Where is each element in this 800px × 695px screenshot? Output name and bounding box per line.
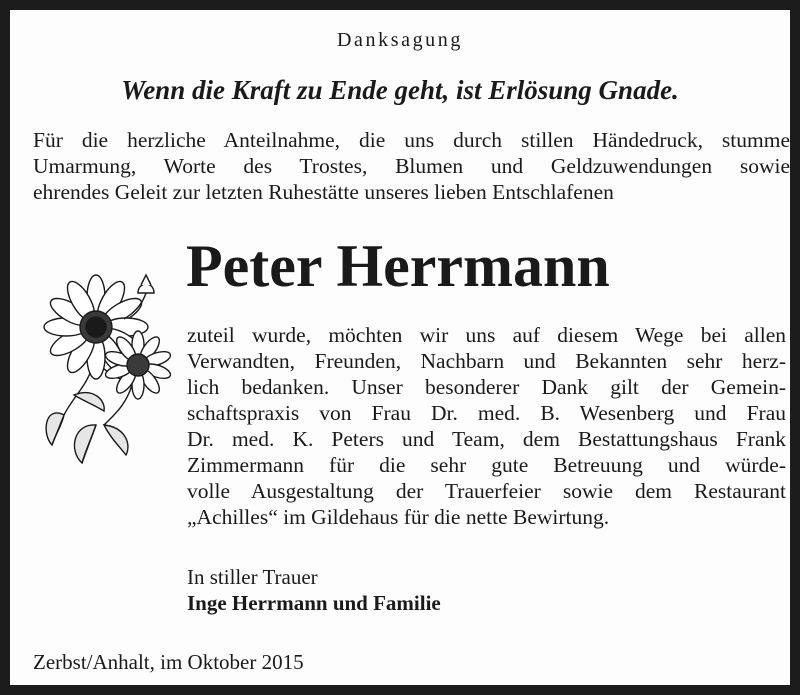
- signature-mourning: In stiller Trauer: [187, 565, 318, 589]
- body-line: „Achilles“ im Gildehaus für die nette Bewirtung.: [187, 505, 610, 529]
- notice-heading: Danksagung: [337, 29, 463, 51]
- notice-motto: Wenn die Kraft zu Ende geht, ist Erlösung Gnade.: [121, 75, 679, 105]
- intro-paragraph: [33, 127, 790, 205]
- intro-line: ehrendes Geleit zur letzten Ruhestätte unseres lieben Entschlafenen: [33, 180, 614, 204]
- deceased-name: Peter Herrmann: [186, 233, 610, 299]
- body-line: zuteil wurde, möchten wir uns auf diesem Wege bei allen: [187, 323, 786, 347]
- body-line: schaftspraxis von Frau Dr. med. B. Wesenberg und Frau: [187, 401, 786, 425]
- intro-line: Umarmung, Worte des Trostes, Blumen und Geldzuwendungen sowie: [33, 154, 790, 178]
- sunflower-icon: [34, 265, 184, 475]
- body-line: volle Ausgestaltung der Trauerfeier sowie dem Restaurant: [187, 479, 786, 503]
- body-line: lich bedanken. Unser besonderer Dank gilt der Gemein-: [187, 375, 786, 399]
- body-line: Zimmermann für die sehr gute Betreuung und würde-: [187, 453, 786, 477]
- intro-line: Für die herzliche Anteilnahme, die uns durch stillen Händedruck, stumme: [33, 128, 790, 152]
- signature-names: Inge Herrmann und Familie: [187, 591, 441, 615]
- place-and-date: Zerbst/Anhalt, im Oktober 2015: [33, 650, 304, 674]
- body-paragraph: [187, 322, 786, 530]
- body-line: Verwandten, Freunden, Nachbarn und Bekannten sehr herz-: [187, 349, 786, 373]
- body-line: Dr. med. K. Peters und Team, dem Bestattungshaus Frank: [187, 427, 786, 451]
